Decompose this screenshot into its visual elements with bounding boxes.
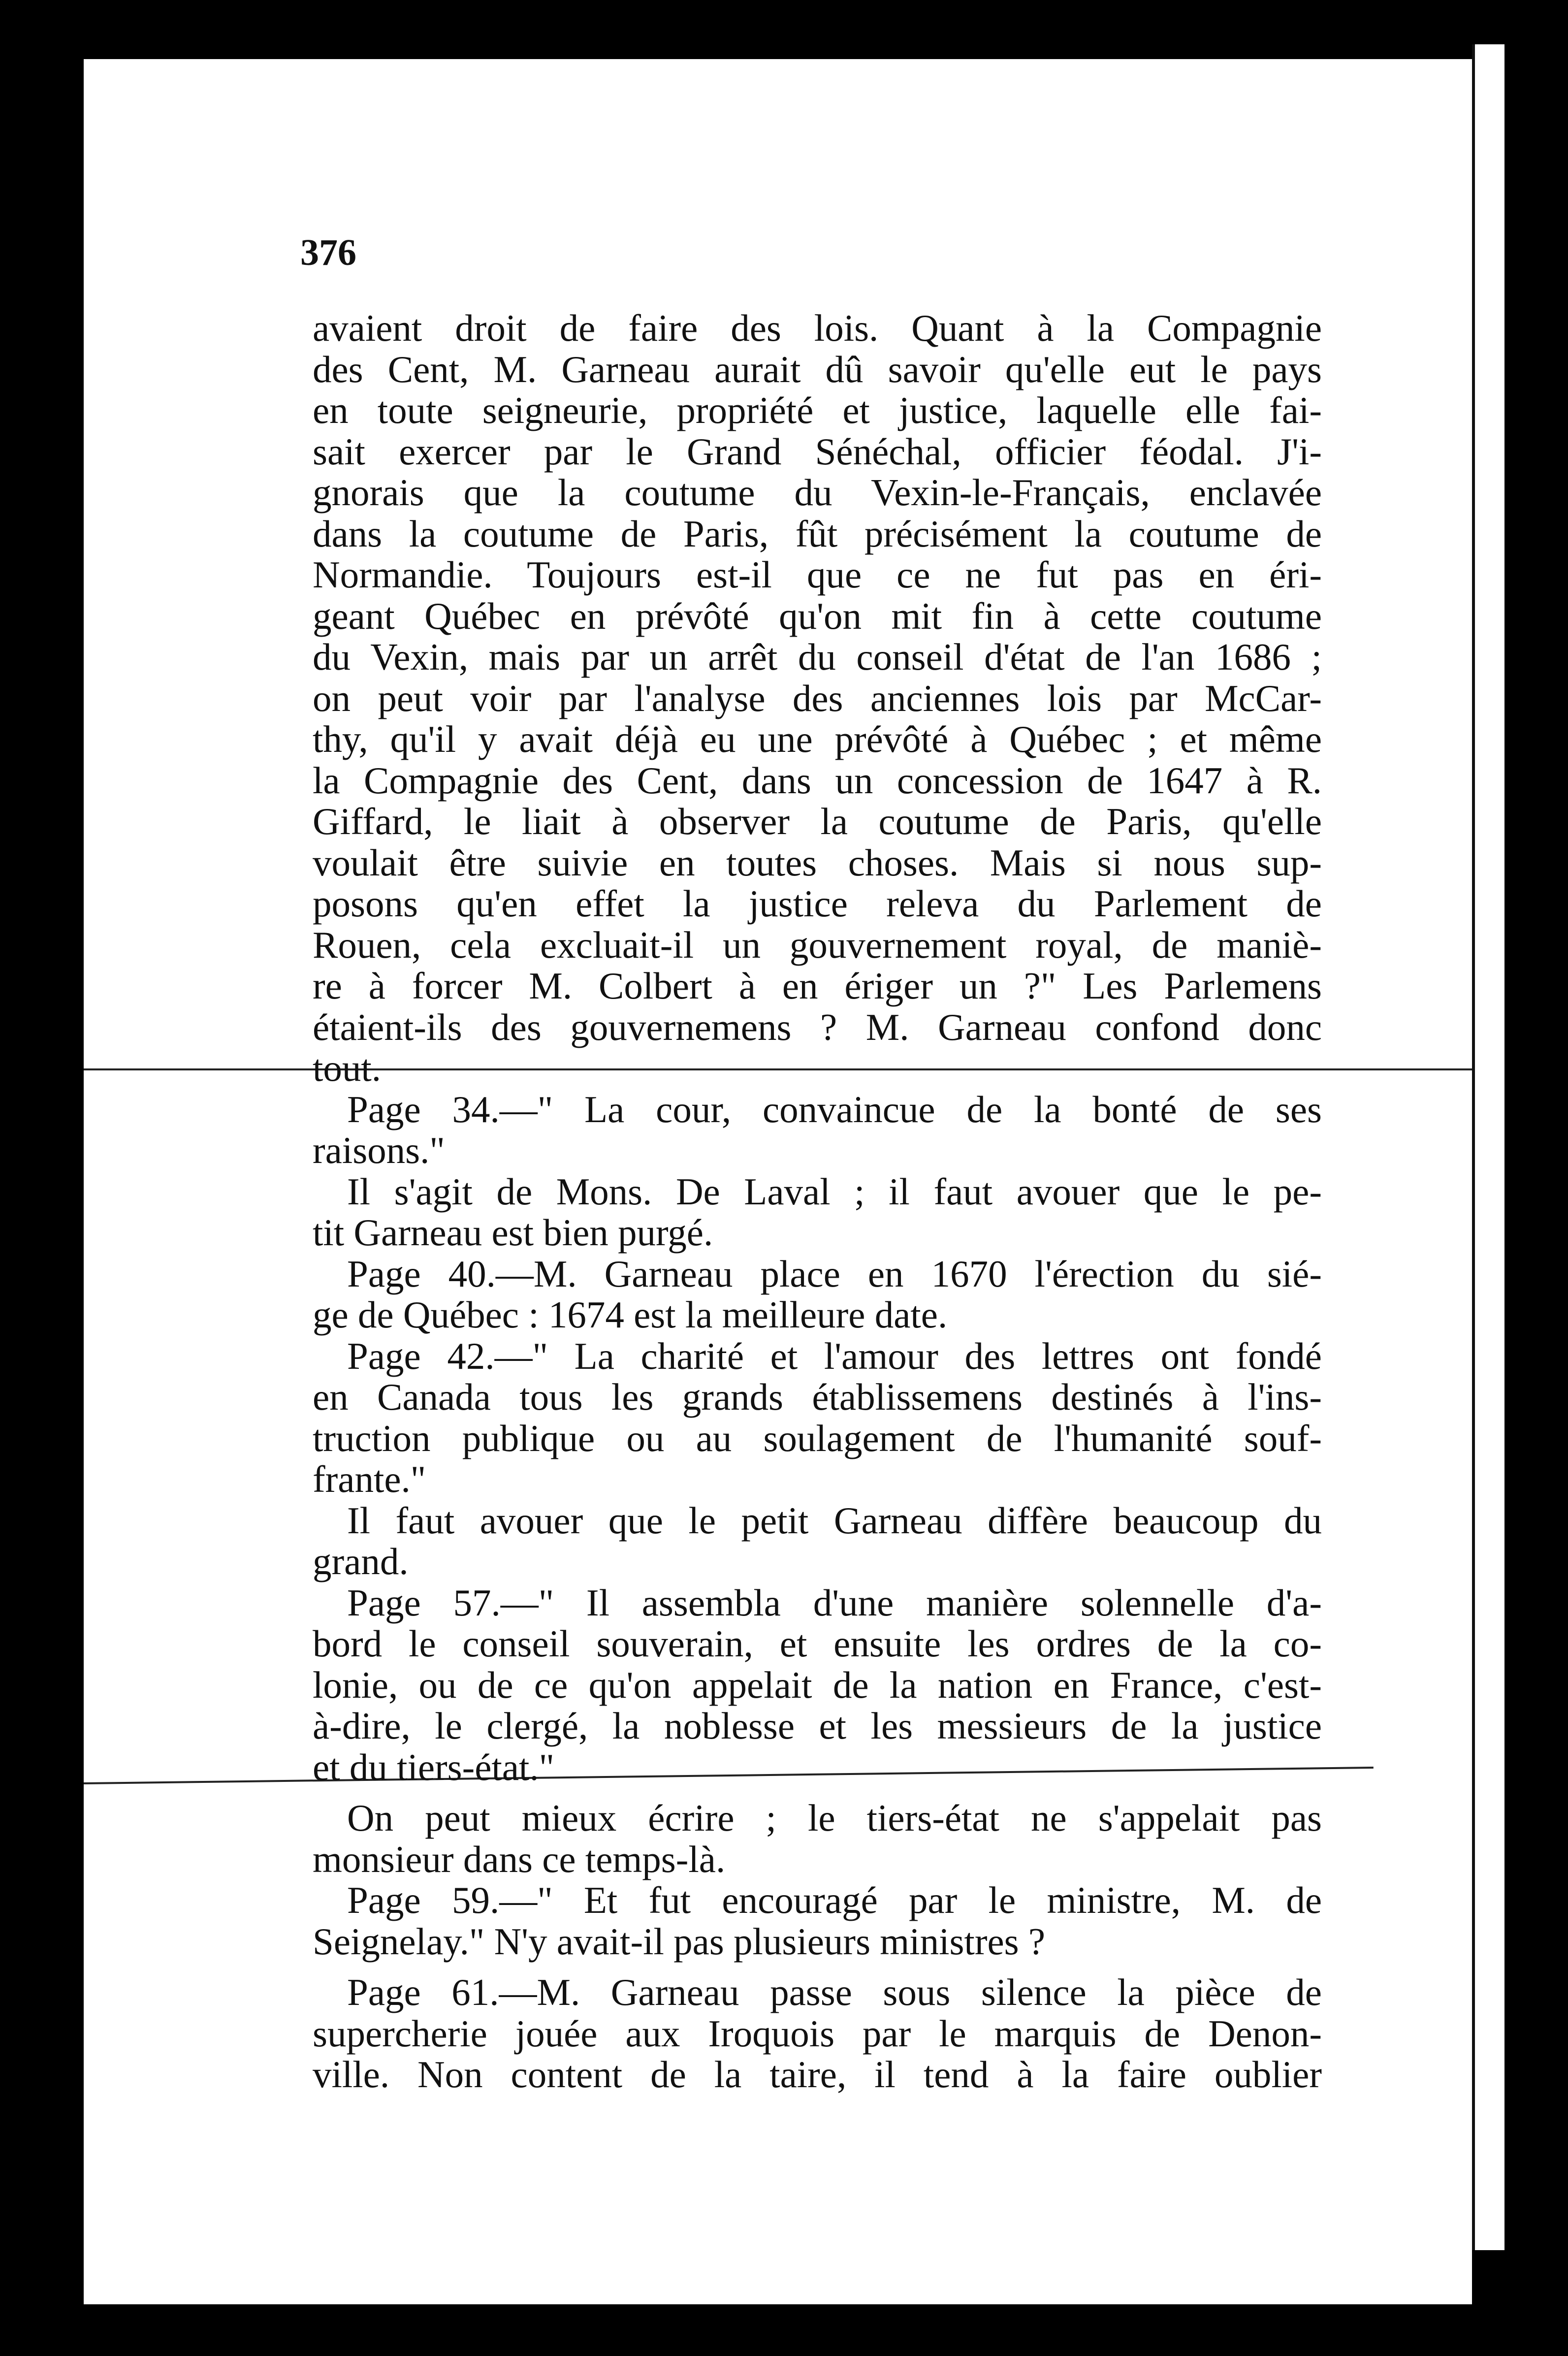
text-line: du Vexin, mais par un arrêt du conseil d'état de l'an 1686 ; [313,636,1322,678]
text-line: frante." [313,1458,426,1500]
text-line: sait exercer par le Grand Sénéchal, officier féodal. J'i- [313,430,1322,473]
text-line: raisons." [313,1129,445,1171]
text-line: ville. Non content de la taire, il tend à la faire oublier [313,2053,1322,2096]
text-line: étaient-ils des gouvernemens ? M. Garneau confond donc [313,1005,1322,1048]
text-line: supercherie jouée aux Iroquois par le marquis de Denon- [313,2012,1322,2055]
text-line: lonie, ou de ce qu'on appelait de la nation en France, c'est- [313,1663,1322,1706]
text-line: re à forcer M. Colbert à en ériger un ?" Les Parlemens [313,965,1322,1007]
text-line: Page 59.—" Et fut encouragé par le ministre, M. de [347,1879,1322,1921]
text-line: geant Québec en prévôté qu'on mit fin à cette coutume [313,594,1322,637]
text-line: gnorais que la coutume du Vexin-le-Français, enclavée [313,471,1322,514]
text-line: en Canada tous les grands établissemens destinés à l'ins- [313,1376,1322,1418]
text-line: truction publique ou au soulagement de l'humanité souf- [313,1417,1322,1459]
text-line: Seignelay." N'y avait-il pas plusieurs ministres ? [313,1920,1046,1963]
adjacent-page-edge [1472,44,1504,2250]
text-line: Page 57.—" Il assembla d'une manière solennelle d'a- [347,1581,1322,1624]
text-line: On peut mieux écrire ; le tiers-état ne s'appelait pas [347,1797,1322,1839]
text-line: et du tiers-état." [313,1745,555,1788]
text-line: Normandie. Toujours est-il que ce ne fut pas en éri- [313,553,1322,596]
text-line: Giffard, le liait à observer la coutume de Paris, qu'elle [313,800,1322,842]
text-line: Il s'agit de Mons. De Laval ; il faut avouer que le pe- [347,1170,1322,1213]
text-line: Page 42.—" La charité et l'amour des lettres ont fondé [347,1334,1322,1377]
text-line: la Compagnie des Cent, dans un concession de 1647 à R. [313,759,1322,802]
text-line: Page 34.—" La cour, convaincue de la bonté de ses [347,1088,1322,1130]
text-line: dans la coutume de Paris, fût précisément la coutume de [313,512,1322,555]
text-line: bord le conseil souverain, et ensuite les ordres de la co- [313,1622,1322,1665]
text-line: on peut voir par l'analyse des anciennes lois par McCar- [313,677,1322,719]
text-line: à-dire, le clergé, la noblesse et les messieurs de la justice [313,1705,1322,1747]
text-line: en toute seigneurie, propriété et justice, laquelle elle fai- [313,389,1322,431]
page-number: 376 [300,232,356,273]
text-line: grand. [313,1540,409,1582]
text-line: avaient droit de faire des lois. Quant à la Compagnie [313,307,1322,349]
text-line: tout. [313,1047,382,1089]
text-line: monsieur dans ce temps-là. [313,1838,726,1880]
text-line: Rouen, cela excluait-il un gouvernement royal, de maniè- [313,923,1322,966]
line-gap [313,1962,1322,1972]
text-line: tit Garneau est bien purgé. [313,1211,713,1254]
text-line: posons qu'en effet la justice releva du Parlement de [313,882,1322,925]
text-line: voulait être suivie en toutes choses. Mais si nous sup- [313,841,1322,884]
text-line: ge de Québec : 1674 est la meilleure date. [313,1293,948,1336]
text-line: des Cent, M. Garneau aurait dû savoir qu'elle eut le pays [313,348,1322,390]
text-line: Page 40.—M. Garneau place en 1670 l'érection du sié- [347,1252,1322,1295]
text-line: thy, qu'il y avait déjà eu une prévôté à Québec ; et même [313,718,1322,760]
body-text [313,308,1322,2096]
text-line: Page 61.—M. Garneau passe sous silence la pièce de [347,1971,1322,2013]
line-gap [313,1788,1322,1798]
text-line: Il faut avouer que le petit Garneau diffère beaucoup du [347,1499,1322,1542]
